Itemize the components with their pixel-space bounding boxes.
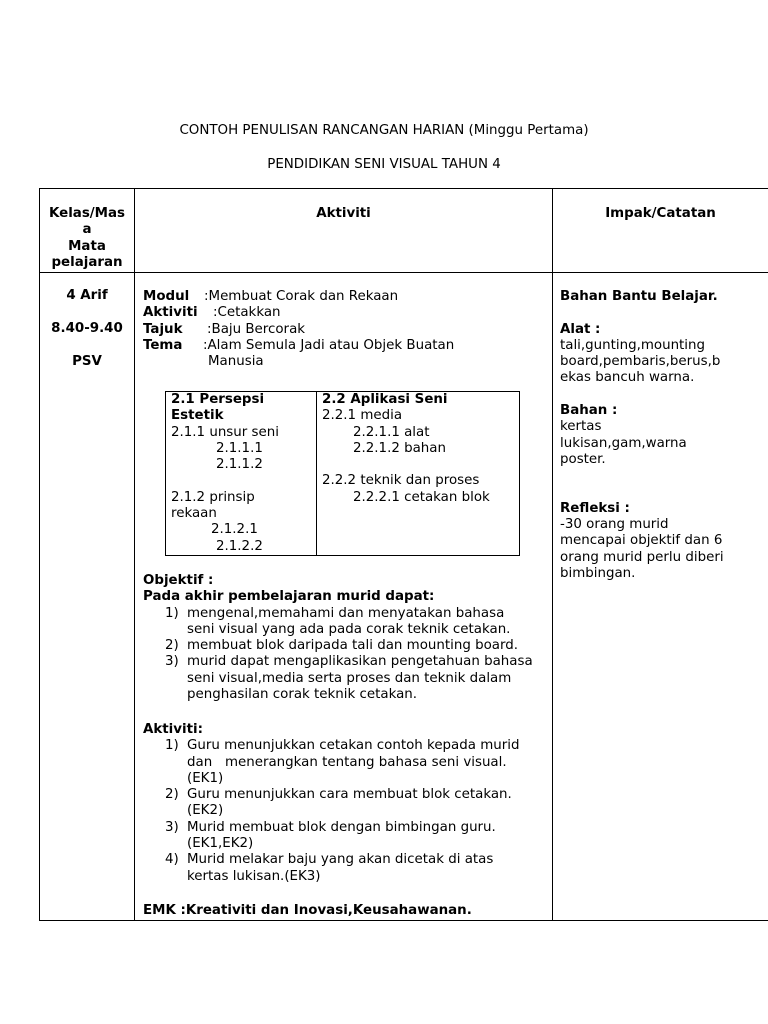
- objektif-item-number: 1): [165, 605, 179, 621]
- meta-label-tajuk: Tajuk: [143, 321, 183, 337]
- header-kelas-line-3: Mata: [68, 238, 106, 254]
- persepsi-heading-line-2: Estetik: [171, 408, 224, 424]
- alat-text: tali,gunting,mounting: [560, 337, 706, 353]
- aktiviti-item-number: 4): [165, 852, 179, 868]
- objektif-item-text: mengenal,memahami dan menyatakan bahasa: [187, 605, 505, 621]
- aktiviti-item-text: Guru menunjukkan cetakan contoh kepada murid: [187, 738, 520, 754]
- table-column-divider-1: [134, 188, 135, 921]
- aktiviti-item: [143, 852, 548, 885]
- class-name: 4 Arif: [66, 288, 108, 303]
- table-border-top: [39, 188, 768, 189]
- standard-2-1-2-2: 2.1.2.2: [216, 538, 263, 554]
- standards-left-column: [171, 392, 279, 555]
- refleksi-text: mencapai objektif dan 6: [560, 533, 723, 549]
- objektif-intro: Pada akhir pembelajaran murid dapat:: [143, 589, 435, 605]
- aktiviti-item-text: Murid membuat blok dengan bimbingan guru.: [187, 819, 496, 835]
- standard-2-2-1-1: 2.2.1.1 alat: [353, 424, 430, 440]
- aktiviti-item-text: dan menerangkan tentang bahasa seni visual.: [187, 754, 507, 770]
- standard-2-2-1: 2.2.1 media: [322, 408, 403, 424]
- aktiviti-item-number: 2): [165, 787, 179, 803]
- aktiviti-item: [143, 787, 548, 820]
- meta-value-tajuk: Baju Bercorak: [211, 321, 306, 337]
- refleksi-text: orang murid perlu diberi: [560, 549, 724, 565]
- meta-sep-aktiviti: :: [213, 305, 218, 321]
- meta-label-tema: Tema: [143, 337, 183, 353]
- header-impak-catatan: Impak/Catatan: [605, 206, 716, 221]
- alat-heading: Alat :: [560, 321, 601, 337]
- table-header-divider: [39, 272, 768, 273]
- objektif-item-text: penghasilan corak teknik cetakan.: [187, 687, 418, 703]
- meta-label-modul: Modul: [143, 289, 190, 304]
- table-column-divider-2: [552, 188, 553, 921]
- persepsi-heading-line-1: 2.1 Persepsi: [171, 392, 265, 407]
- standard-2-1-1-1: 2.1.1.1: [216, 440, 263, 456]
- header-kelas-masa: [40, 206, 134, 271]
- objektif-item: [143, 606, 548, 639]
- header-kelas-line-4: pelajaran: [51, 254, 123, 270]
- class-time: 8.40-9.40: [51, 321, 123, 336]
- standard-blank-2: [322, 457, 490, 473]
- objektif-item: [143, 638, 548, 654]
- aktiviti-item-text: kertas lukisan.(EK3): [187, 868, 321, 884]
- table-border-bottom: [39, 920, 768, 921]
- meta-label-aktiviti: Aktiviti: [143, 305, 198, 321]
- aktiviti-item-text: (EK1): [187, 770, 224, 786]
- emk-line: EMK :Kreativiti dan Inovasi,Keusahawanan.: [143, 903, 472, 918]
- objektif-item-number: 3): [165, 654, 179, 670]
- objektif-item-text: murid dapat mengaplikasikan pengetahuan bahasa: [187, 654, 533, 670]
- bahan-text: lukisan,gam,warna: [560, 435, 687, 451]
- objektif-item-number: 2): [165, 638, 179, 654]
- standard-2-1-1-2: 2.1.1.2: [216, 457, 263, 473]
- meta-value-modul: Membuat Corak dan Rekaan: [208, 289, 399, 304]
- document-title: CONTOH PENULISAN RANCANGAN HARIAN (Minggu Pertama): [179, 123, 589, 138]
- header-kelas-line-2: a: [82, 222, 92, 238]
- refleksi-text: bimbingan.: [560, 566, 636, 582]
- aplikasi-heading: 2.2 Aplikasi Seni: [322, 392, 448, 407]
- objektif-item: [143, 654, 548, 703]
- aktiviti-item-number: 3): [165, 819, 179, 835]
- bahan-text: poster.: [560, 451, 606, 467]
- aktiviti-item-number: 1): [165, 738, 179, 754]
- standard-2-1-2-cont: rekaan: [171, 506, 217, 522]
- meta-value-tema: Alam Semula Jadi atau Objek Buatan: [207, 337, 455, 353]
- bahan-text: kertas: [560, 419, 602, 435]
- aktiviti-section: [143, 722, 548, 885]
- objektif-section: [143, 573, 548, 703]
- aktiviti-item: [143, 738, 548, 787]
- standard-2-2-2-1: 2.2.2.1 cetakan blok: [353, 489, 490, 505]
- standard-2-1-2: 2.1.2 prinsip: [171, 489, 255, 505]
- aktiviti-item-text: Guru menunjukkan cara membuat blok cetakan.: [187, 787, 512, 803]
- alat-text: board,pembaris,berus,b: [560, 354, 721, 370]
- refleksi-heading: Refleksi :: [560, 500, 630, 516]
- objektif-item-text: seni visual yang ada pada corak teknik cetakan.: [187, 621, 511, 637]
- header-aktiviti: Aktiviti: [316, 206, 371, 221]
- standards-right-column: [322, 392, 490, 506]
- alat-text: ekas bancuh warna.: [560, 370, 695, 386]
- standard-blank: [171, 473, 279, 489]
- header-kelas-line-1: Kelas/Mas: [48, 206, 126, 221]
- standard-2-1-2-1: 2.1.2.1: [211, 522, 258, 538]
- aktiviti-item-text: Murid melakar baju yang akan dicetak di atas: [187, 852, 494, 868]
- aktiviti-item-text: (EK2): [187, 803, 224, 819]
- meta-sep-modul: :: [204, 289, 209, 304]
- bahan-heading: Bahan :: [560, 403, 618, 419]
- lesson-meta: [143, 289, 454, 370]
- objektif-heading: Objektif :: [143, 573, 214, 588]
- standard-2-2-2: 2.2.2 teknik dan proses: [322, 473, 480, 489]
- class-subject: PSV: [72, 354, 102, 369]
- meta-value-tema-cont: Manusia: [208, 354, 264, 370]
- meta-sep-tema: :: [203, 337, 208, 353]
- standards-table: [165, 391, 520, 556]
- objektif-item-text: membuat blok daripada tali dan mounting board.: [187, 638, 518, 654]
- standard-2-1-1: 2.1.1 unsur seni: [171, 424, 279, 440]
- aktiviti-item: [143, 820, 548, 853]
- refleksi-text: -30 orang murid: [560, 517, 669, 533]
- aktiviti-heading: Aktiviti:: [143, 722, 203, 737]
- bahan-bantu-belajar: Bahan Bantu Belajar.: [560, 289, 718, 304]
- meta-value-aktiviti: Cetakkan: [217, 305, 281, 321]
- meta-sep-tajuk: :: [207, 321, 212, 337]
- aktiviti-item-text: (EK1,EK2): [187, 836, 254, 852]
- objektif-item-text: seni visual,media serta proses dan teknik dalam: [187, 670, 512, 686]
- impak-section: [560, 289, 765, 582]
- standard-2-2-1-2: 2.2.1.2 bahan: [353, 440, 446, 456]
- standards-table-divider: [316, 392, 317, 555]
- document-subtitle: PENDIDIKAN SENI VISUAL TAHUN 4: [267, 157, 501, 172]
